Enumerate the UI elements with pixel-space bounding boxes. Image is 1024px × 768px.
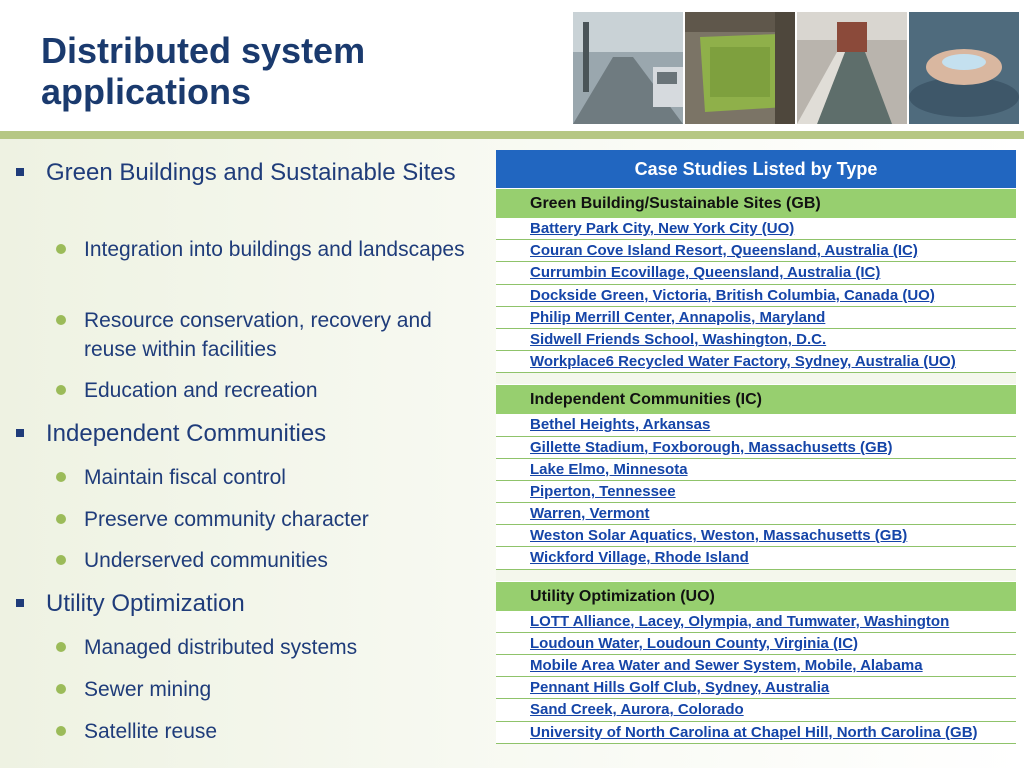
circle-bullet-icon xyxy=(56,555,66,565)
sub-bullet: Resource conservation, recovery and reuse within facilities xyxy=(84,306,474,364)
section-spacer xyxy=(496,373,1016,384)
sub-bullet: Satellite reuse xyxy=(84,717,474,746)
sub-bullet: Education and recreation xyxy=(84,376,474,405)
header-divider xyxy=(0,131,1024,139)
case-study-link[interactable]: Couran Cove Island Resort, Queensland, Australia (IC) xyxy=(496,240,1016,262)
slide-body xyxy=(0,139,1024,768)
square-bullet-icon xyxy=(16,599,24,607)
circle-bullet-icon xyxy=(56,514,66,524)
circle-bullet-icon xyxy=(56,385,66,395)
bullet-green-buildings: Green Buildings and Sustainable Sites xyxy=(46,157,476,189)
case-study-link[interactable]: Sand Creek, Aurora, Colorado xyxy=(496,699,1016,721)
case-study-link[interactable]: Philip Merrill Center, Annapolis, Maryland xyxy=(496,307,1016,329)
case-study-link[interactable]: University of North Carolina at Chapel Hill, North Carolina (GB) xyxy=(496,722,1016,744)
slide-title xyxy=(41,30,365,112)
rainy-street-photo xyxy=(573,12,683,124)
sub-bullet: Preserve community character xyxy=(84,505,474,534)
section-heading-gb: Green Building/Sustainable Sites (GB) xyxy=(496,188,1016,218)
bullet-utility-optimization: Utility Optimization xyxy=(46,588,476,620)
sub-bullet: Integration into buildings and landscapes xyxy=(84,235,474,264)
case-studies-title: Case Studies Listed by Type xyxy=(496,150,1016,188)
case-study-link[interactable]: Loudoun Water, Loudoun County, Virginia (IC) xyxy=(496,633,1016,655)
section-heading-uo: Utility Optimization (UO) xyxy=(496,581,1016,611)
square-bullet-icon xyxy=(16,168,24,176)
hands-in-water-photo xyxy=(909,12,1019,124)
sub-bullet: Managed distributed systems xyxy=(84,633,474,662)
case-study-link[interactable]: Gillette Stadium, Foxborough, Massachusetts (GB) xyxy=(496,437,1016,459)
case-study-link[interactable]: Weston Solar Aquatics, Weston, Massachusetts (GB) xyxy=(496,525,1016,547)
photo-strip xyxy=(573,12,1021,124)
circle-bullet-icon xyxy=(56,244,66,254)
slide-header xyxy=(0,0,1024,131)
case-study-link[interactable]: Dockside Green, Victoria, British Columbia, Canada (UO) xyxy=(496,285,1016,307)
square-bullet-icon xyxy=(16,429,24,437)
slide-title-line-1: Distributed system xyxy=(41,30,366,71)
case-study-link[interactable]: Bethel Heights, Arkansas xyxy=(496,414,1016,436)
case-study-link[interactable]: Battery Park City, New York City (UO) xyxy=(496,218,1016,240)
green-roof-photo xyxy=(685,12,795,124)
circle-bullet-icon xyxy=(56,642,66,652)
case-study-link[interactable]: Mobile Area Water and Sewer System, Mobile, Alabama xyxy=(496,655,1016,677)
case-studies-table xyxy=(496,150,1016,744)
section-heading-ic: Independent Communities (IC) xyxy=(496,384,1016,414)
circle-bullet-icon xyxy=(56,726,66,736)
case-study-link[interactable]: Lake Elmo, Minnesota xyxy=(496,459,1016,481)
water-treatment-channel-photo xyxy=(797,12,907,124)
sub-bullet: Maintain fiscal control xyxy=(84,463,474,492)
case-study-link[interactable]: Currumbin Ecovillage, Queensland, Australia (IC) xyxy=(496,262,1016,284)
case-study-link[interactable]: Sidwell Friends School, Washington, D.C. xyxy=(496,329,1016,351)
case-study-link[interactable]: Workplace6 Recycled Water Factory, Sydney, Australia (UO) xyxy=(496,351,1016,373)
bullet-independent-communities: Independent Communities xyxy=(46,418,476,450)
case-study-link[interactable]: Warren, Vermont xyxy=(496,503,1016,525)
slide-title-line-2: applications xyxy=(41,71,252,112)
circle-bullet-icon xyxy=(56,684,66,694)
case-study-link[interactable]: Piperton, Tennessee xyxy=(496,481,1016,503)
section-spacer xyxy=(496,570,1016,581)
case-study-link[interactable]: Pennant Hills Golf Club, Sydney, Australia xyxy=(496,677,1016,699)
case-study-link[interactable]: LOTT Alliance, Lacey, Olympia, and Tumwater, Washington xyxy=(496,611,1016,633)
circle-bullet-icon xyxy=(56,315,66,325)
case-study-link[interactable]: Wickford Village, Rhode Island xyxy=(496,547,1016,569)
sub-bullet: Underserved communities xyxy=(84,546,474,575)
sub-bullet: Sewer mining xyxy=(84,675,474,704)
circle-bullet-icon xyxy=(56,472,66,482)
